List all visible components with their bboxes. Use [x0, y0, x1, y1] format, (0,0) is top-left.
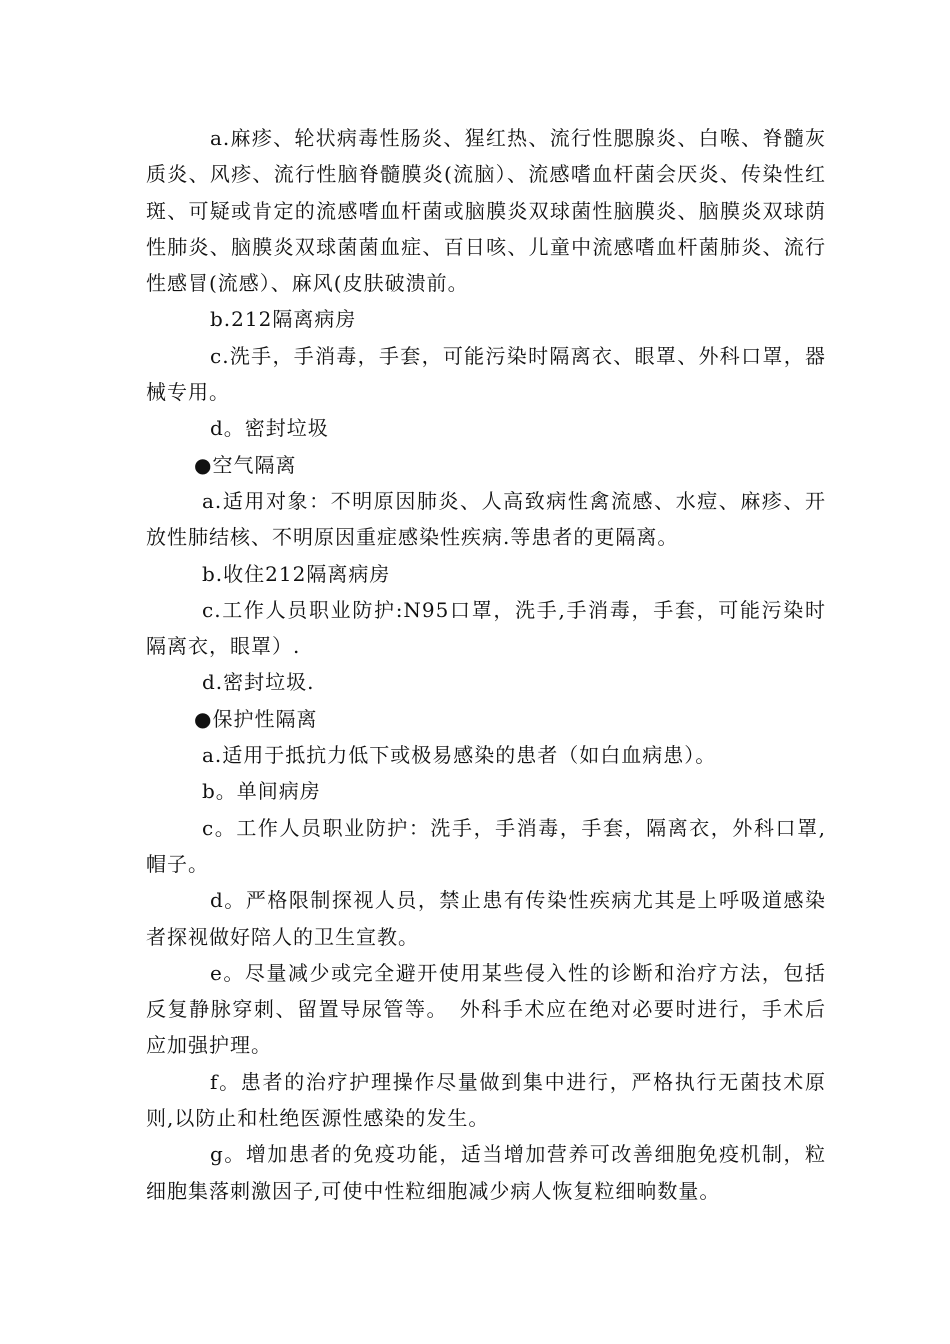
- paragraph-airborne-a: a.适用对象：不明原因肺炎、人高致病性禽流感、水痘、麻疹、开放性肺结核、不明原因重症感染性疾病.等患者的更隔离。: [146, 488, 826, 550]
- paragraph-droplet-c: c.洗手，手消毒，手套，可能污染时隔离衣、眼罩、外科口罩，器械专用。: [146, 343, 826, 405]
- paragraph-protective-f: f。患者的治疗护理操作尽量做到集中进行，严格执行无菌技术原则,以防止和杜绝医源性感染的发生。: [146, 1069, 826, 1131]
- document-body: [146, 120, 826, 1209]
- heading-airborne-isolation: ●空气隔离: [194, 452, 297, 477]
- paragraph-airborne-b: b.收住212隔离病房: [202, 561, 391, 586]
- paragraph-droplet-b: b.212隔离病房: [210, 307, 357, 332]
- paragraph-protective-c: c。工作人员职业防护：洗手，手消毒，手套，隔离衣，外科口罩,帽子。: [146, 815, 826, 876]
- paragraph-protective-d: d。严格限制探视人员，禁止患有传染性疾病尤其是上呼吸道感染者探视做好陪人的卫生宣教。: [146, 888, 826, 949]
- paragraph-droplet-a: a.麻疹、轮状病毒性肠炎、猩红热、流行性腮腺炎、白喉、脊髓灰质炎、风疹、流行性脑脊髓膜炎(流脑）、流感嗜血杆菌会厌炎、传染性红斑、可疑或肯定的流感嗜血杆菌或脑膜炎双球菌性脑膜炎、脑膜炎双球荫性肺炎、脑膜炎双球菌菌血症、百日咳、儿童中流感嗜血杆菌肺炎、流行性感冒(流感）、麻风(皮肤破溃前。: [146, 126, 826, 296]
- paragraph-protective-a: a.适用于抵抗力低下或极易感染的患者（如白血病患）。: [202, 743, 717, 768]
- paragraph-airborne-d: d.密封垃圾.: [202, 670, 315, 695]
- paragraph-droplet-d: d。密封垃圾: [210, 416, 329, 441]
- paragraph-protective-e: e。尽量减少或完全避开使用某些侵入性的诊断和治疗方法，包括反复静脉穿刺、留置导尿管等。 外科手术应在绝对必要时进行，手术后应加强护理。: [146, 960, 826, 1058]
- paragraph-protective-b: b。单间病房: [202, 779, 321, 804]
- paragraph-protective-g: g。增加患者的免疫功能，适当增加营养可改善细胞免疫机制，粒细胞集落刺激因子,可使中性粒细胞减少病人恢复粒细晌数量。: [146, 1142, 826, 1203]
- heading-protective-isolation: ●保护性隔离: [194, 706, 318, 731]
- paragraph-airborne-c: c.工作人员职业防护:N95口罩，洗手,手消毒，手套，可能污染时隔离衣，眼罩）.: [146, 597, 826, 659]
